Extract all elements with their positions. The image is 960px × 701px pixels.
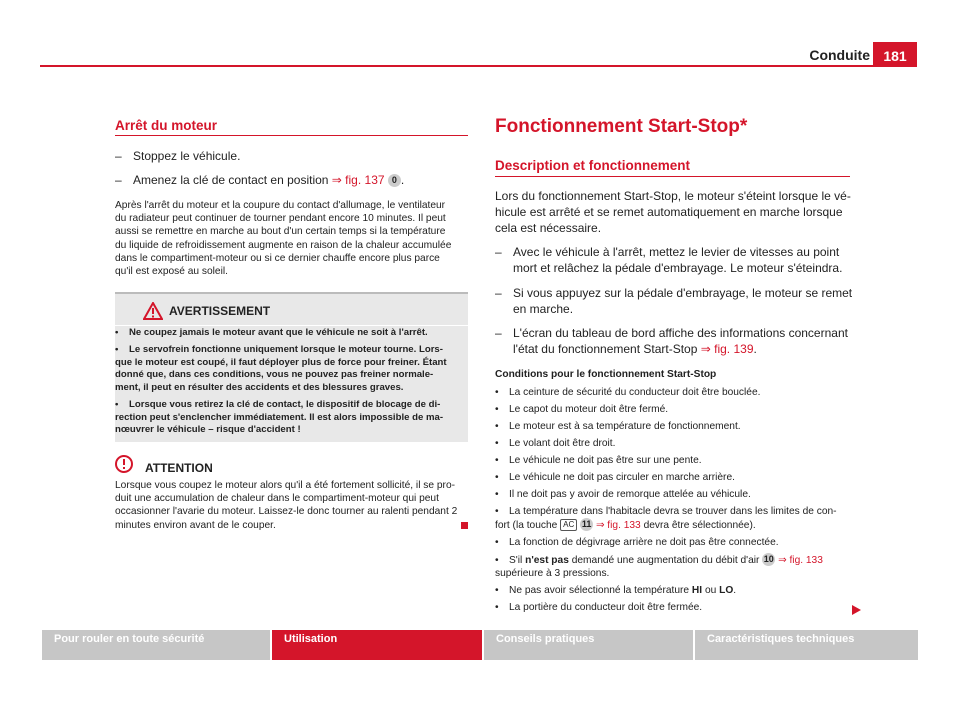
paragraph-line: Après l'arrêt du moteur et la coupure du contact d'allumage, le ventilateur [115,200,446,211]
condition-text: S'il [509,555,526,566]
condition-item: • Le volant doit être droit. [495,438,616,449]
warning-title: AVERTISSEMENT [169,304,271,318]
paragraph-line: du liquide de refroidissement augmente en raison de la chaleur accumulée [115,239,452,251]
attention-line: Lorsque vous coupez le moteur alors qu'il a été fortement sollicité, il se pro- [115,480,455,491]
step-2-text: Amenez la clé de contact en position [133,173,332,187]
condition-text: devra être sélectionnée). [640,520,756,531]
engine-stop-paragraph [115,199,475,278]
attention-line: minutes environ avant de le couper. [115,519,276,531]
condition-text: Le véhicule ne doit pas être sur une pente. [509,455,702,466]
condition-text: Le capot du moteur doit être fermé. [509,404,669,415]
fig-133-link-2[interactable]: ⇒ fig. 133 [778,555,823,566]
condition-text: La fonction de dégivrage arrière ne doit pas être connectée. [509,537,779,548]
warning-divider [115,325,468,326]
step-2-end: . [400,173,405,187]
warning-item-text: Le servofrein fonctionne uniquement lorsque le moteur tourne. Lors- [129,344,443,355]
ac-key-icon: AC [560,519,577,531]
section-title-start-stop: Fonctionnement Start-Stop* [495,116,748,137]
header-rule [40,65,917,67]
end-of-section-marker [461,522,468,529]
condition-item-hi-lo: • Ne pas avoir sélectionné la température HI ou LO. [495,585,737,596]
warning-item-text: nœuvrer le véhicule – risque d'accident ! [115,424,301,435]
tab-practical-tips[interactable]: Conseils pratiques [484,630,693,660]
attention-line: occasionner l'avarie du moteur. Laissez-le donc tourner au ralenti pendant 2 [115,506,458,518]
condition-text: ou [702,585,720,596]
warning-box [115,292,468,442]
position-0-badge: 0 [388,174,401,187]
step-text: l'état du fonctionnement Start-Stop [513,342,701,356]
condition-text: Le moteur est à sa température de fonctionnement. [509,421,741,432]
subsection-title: Description et fonctionnement [495,158,691,173]
condition-item-airflow: • S'il n'est pas demandé une augmentation du débit d'air 10 ⇒ fig. 133 supérieure à 3 pressions. [495,553,860,584]
control-10-badge: 10 [763,554,774,564]
hi-label: HI [691,585,703,596]
condition-item: • Le véhicule ne doit pas être sur une pente. [495,455,702,466]
warning-item-text: Ne coupez jamais le moteur avant que le véhicule ne soit à l'arrêt. [129,327,428,338]
continue-arrow-icon [852,602,861,620]
control-11-badge: 11 [581,519,592,529]
fig-133-link[interactable]: ⇒ fig. 133 [595,520,641,531]
chapter-title: Conduite [809,47,870,63]
step-text: mort et relâchez la pédale d'embrayage. Le moteur s'éteindra. [513,261,843,275]
condition-text: La portière du conducteur doit être fermée. [509,602,703,613]
tab-safety[interactable]: Pour rouler en toute sécurité [42,630,270,660]
section-heading-engine-stop: Arrêt du moteur [115,118,218,133]
condition-text: La ceinture de sécurité du conducteur doit être bouclée. [509,387,761,398]
intro-line: cela est nécessaire. [495,221,602,235]
paragraph-line: dans le compartiment-moteur ou si ce dernier chauffe encore plus parce [115,252,440,264]
lo-label: LO [719,585,734,596]
warning-item-text: ment, il peut en résulter des accidents et des blessures graves. [115,381,404,393]
start-stop-step-2: – Si vous appuyez sur la pédale d'embrayage, le moteur se remet en marche. [495,285,860,317]
condition-text: supérieure à 3 pressions. [495,568,610,579]
warning-triangle-icon [143,302,163,325]
paragraph-line: qu'il est exposé au soleil. [115,266,228,278]
condition-text: La température dans l'habitacle devra se trouver dans les limites de con- [509,506,837,517]
attention-title: ATTENTION [145,461,213,475]
warning-item-text: que le moteur est coupé, il faut déployer plus de force pour freiner. Étant [115,356,447,368]
tab-technical-data[interactable]: Caractéristiques techniques [695,630,918,660]
condition-item-defog: • La fonction de dégivrage arrière ne doit pas être connectée. [495,537,779,548]
step-text: en marche. [513,302,574,316]
conditions-list [495,386,860,618]
condition-text: Le véhicule ne doit pas circuler en marche arrière. [509,472,735,483]
step-text: Avec le véhicule à l'arrêt, mettez le levier de vitesses au point [513,245,840,259]
warning-item-1: • Ne coupez jamais le moteur avant que le véhicule ne soit à l'arrêt. [115,327,428,338]
warning-item-2: • Le servofrein fonctionne uniquement lorsque le moteur tourne. Lors- que le moteur est coupé, il faut déployer plus de force pour freiner. Étant donné que, dans ces conditions, vous ne pouvez pas freiner normale- ment, il peut en résulter des accidents et des blessures graves. [115,344,465,394]
step-2: – Amenez la clé de contact en position ⇒ fig. 137 0 . [115,173,405,187]
fig-139-link[interactable]: ⇒ fig. 139 [700,342,754,356]
condition-text: Ne pas avoir sélectionné la température [509,585,692,596]
conditions-title: Conditions pour le fonctionnement Start-Stop [495,369,717,380]
tab-operation[interactable]: Utilisation [272,630,482,660]
intro-line: hicule est arrêté et se remet automatiquement en marche lorsque [495,205,843,219]
condition-text: fort (la touche [495,520,561,531]
attention-line: duit une accumulation de chaleur dans le compartiment-moteur qui peut [115,493,439,505]
condition-item: • Le capot du moteur doit être fermé. [495,404,669,415]
condition-item: • Il ne doit pas y avoir de remorque attelée au véhicule. [495,489,751,500]
condition-item: • La ceinture de sécurité du conducteur doit être bouclée. [495,387,761,398]
condition-text: Le volant doit être droit. [509,438,616,449]
warning-item-text: Lorsque vous retirez la clé de contact, le dispositif de blocage de di- [129,399,441,410]
step-1: – Stoppez le véhicule. [115,149,241,163]
condition-item-door: • La portière du conducteur doit être fermée. [495,602,703,613]
condition-item: • Le moteur est à sa température de fonctionnement. [495,421,741,432]
fig-137-link[interactable]: ⇒ fig. 137 [331,173,385,187]
intro-line: Lors du fonctionnement Start-Stop, le moteur s'éteint lorsque le vé- [495,189,851,203]
page-number: 181 [873,42,917,67]
warning-item-text: donné que, dans ces conditions, vous ne pouvez pas freiner normale- [115,369,434,380]
section-rule [115,135,468,136]
step-1-text: Stoppez le véhicule. [133,149,241,163]
condition-item: • Le véhicule ne doit pas circuler en marche arrière. [495,472,735,483]
paragraph-line: du radiateur peut continuer de tourner pendant encore 10 minutes. Il peut [115,213,446,225]
warning-item-text: rection peut s'enclencher immédiatement. Il est alors impossible de ma- [115,411,444,423]
attention-circle-icon [115,455,133,478]
condition-text: Il ne doit pas y avoir de remorque attelée au véhicule. [509,489,751,500]
condition-text: . [733,585,737,596]
condition-text: demandé une augmentation du débit d'air [568,555,763,566]
start-stop-step-3: – L'écran du tableau de bord affiche des informations concernant l'état du fonctionnement Start-Stop ⇒ fig. 139. [495,326,848,356]
start-stop-step-1: – Avec le véhicule à l'arrêt, mettez le levier de vitesses au point mort et relâchez la pédale d'embrayage. Le moteur s'éteindra. [495,244,860,276]
subsection-rule [495,176,850,177]
warning-item-3: • Lorsque vous retirez la clé de contact, le dispositif de blocage de di- rection peut s'enclencher immédiatement. Il est alors impossible de ma- nœuvrer le véhicule – risque d'accident ! [115,399,465,437]
start-stop-intro [495,188,860,236]
step-text: L'écran du tableau de bord affiche des informations concernant [513,326,848,340]
attention-text [115,479,475,532]
paragraph-line: aussi se remettre en marche au bout d'un certain temps si la température [115,226,446,238]
condition-item-temperature: • La température dans l'habitacle devra se trouver dans les limites de con- fort (la touche AC 11 ⇒ fig. 133 devra être sélectionnée). [495,506,837,531]
step-text: Si vous appuyez sur la pédale d'embrayage, le moteur se remet [513,286,853,300]
condition-emphasis: n'est pas [525,555,569,566]
